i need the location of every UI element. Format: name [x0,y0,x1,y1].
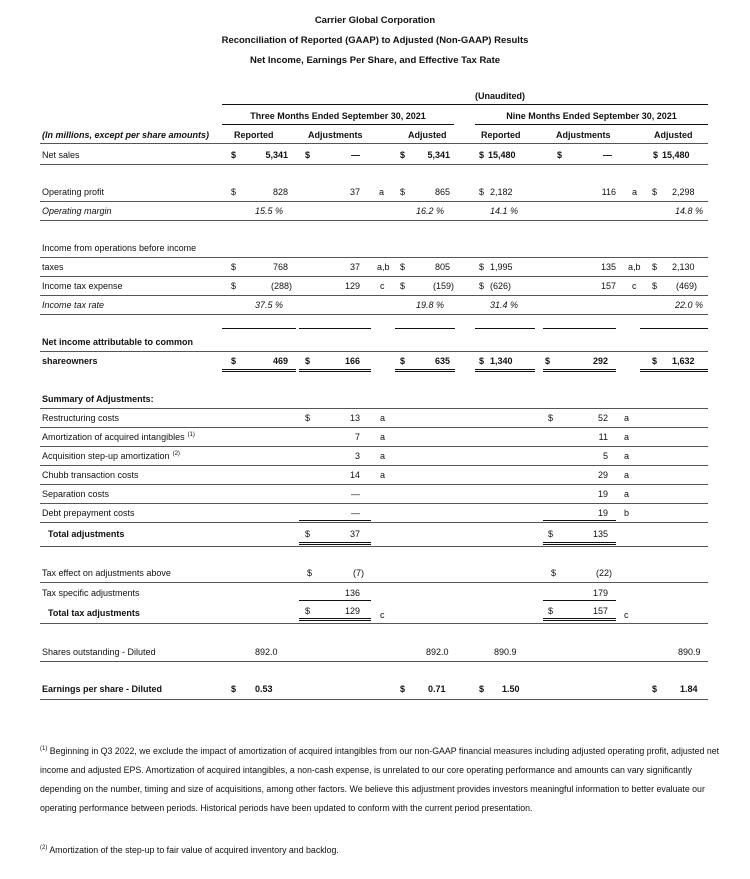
eps-q3-reported: 0.53 [255,684,273,694]
summary-item-text: Debt prepayment costs [42,508,135,518]
company-name: Carrier Global Corporation [314,15,436,26]
currency-sign: $ [548,529,554,539]
net-income-ytd-adjusted: 1,632 [672,356,695,366]
net-sales-q3-adjustments: — [351,150,360,160]
shares-q3-adjusted: 892.0 [426,647,449,657]
summary-item-q3-note: a [380,451,386,461]
income-ops-q3-adjustments: 37 [349,262,360,272]
eps-label: Earnings per share - Diluted [42,684,163,694]
row-label-net-income: shareowners [42,356,98,366]
col-reported-q3: Reported [234,130,274,140]
footnote-2-mark: (2) [40,845,48,851]
tax-specific-q3: 136 [344,588,360,598]
op-profit-q3-note: a [379,187,385,197]
op-profit-ytd-note: a [632,187,638,197]
income-ops-q3-adjusted: 805 [434,262,450,272]
row-label-income-ops: taxes [42,262,64,272]
total-tax-adjustments-ytd: 157 [592,606,608,616]
income-ops-ytd-reported: 1,995 [490,262,513,272]
tax-rate-q3-reported: 37.5 % [255,300,284,310]
summary-item-text: Acquisition step-up amortization [42,451,170,461]
unaudited-label: (Unaudited) [475,91,525,101]
tax-rate-ytd-adjusted: 22.0 % [675,300,704,310]
summary-item-ytd-note: a [624,489,630,499]
income-ops-ytd-note: a,b [628,262,641,272]
op-profit-q3-adjusted: 865 [434,187,450,197]
eps-ytd-adjusted: 1.84 [680,684,698,694]
net-income-q3-adjustments: 166 [344,356,360,366]
tax-expense-ytd-note: c [632,281,637,291]
net-sales-q3-reported: 5,341 [265,150,288,160]
currency-sign: $ [400,150,406,160]
row-label-operating-profit: Operating profit [42,187,105,197]
period-ytd: Nine Months Ended September 30, 2021 [506,111,677,121]
summary-item-ytd-note: a [624,451,630,461]
col-adjustments-ytd: Adjustments [556,130,611,140]
currency-sign: $ [652,356,658,366]
net-sales-q3-adjusted: 5,341 [427,150,450,160]
op-margin-ytd-adjusted: 14.8 % [675,206,704,216]
report-subtitle: Net Income, Earnings Per Share, and Effective Tax Rate [249,55,501,66]
row-label-tax-rate: Income tax rate [42,300,105,310]
footnote-1 [40,740,720,818]
summary-item-ytd-note: a [624,432,630,442]
total-adjustments-ytd: 135 [592,529,608,539]
col-reported-ytd: Reported [481,130,521,140]
summary-item-ytd: 19 [597,489,608,499]
total-tax-adjustments-q3: 129 [344,606,360,616]
tax-expense-q3-adjustments: 129 [344,281,360,291]
op-profit-ytd-reported: 2,182 [490,187,513,197]
total-tax-q3-note: c [380,610,385,620]
shares-ytd-reported: 890.9 [494,647,517,657]
op-margin-ytd-reported: 14.1 % [490,206,519,216]
summary-item-label [42,489,109,499]
eps-ytd-reported: 1.50 [502,684,520,694]
footnote-2-text: Amortization of the step-up to fair value of acquired inventory and backlog. [49,844,339,855]
summary-item-footnote-ref: (1) [187,432,195,438]
tax-expense-ytd-adjusted: (469) [676,281,698,291]
net-sales-ytd-adjustments: — [603,150,612,160]
currency-sign: $ [479,262,485,272]
row-label-tax-expense: Income tax expense [42,281,123,291]
income-ops-q3-note: a,b [377,262,390,272]
currency-sign: $ [551,568,557,578]
net-income-q3-adjusted: 635 [434,356,450,366]
summary-item-ytd-note: b [624,508,630,518]
currency-sign: $ [231,150,237,160]
net-sales-ytd-reported: 15,480 [488,150,516,160]
currency-sign: $ [652,187,658,197]
shares-ytd-adjusted: 890.9 [678,647,701,657]
summary-item-ytd-note: a [624,470,630,480]
summary-item-q3-note: a [380,413,386,423]
currency-sign: $ [652,684,658,694]
op-profit-q3-reported: 828 [272,187,288,197]
summary-item-q3: — [351,508,360,518]
shares-label: Shares outstanding - Diluted [42,647,156,657]
summary-item-label [42,451,180,461]
currency-sign: $ [305,606,311,616]
op-profit-ytd-adjustments: 116 [601,187,616,197]
summary-item-q3: 7 [354,432,360,442]
tax-expense-ytd-reported: (626) [490,281,512,291]
eps-q3-adjusted: 0.71 [428,684,446,694]
footnote-1-mark: (1) [40,746,48,752]
op-margin-q3-adjusted: 16.2 % [416,206,445,216]
currency-sign: $ [231,356,237,366]
period-q3: Three Months Ended September 30, 2021 [250,111,426,121]
summary-item-q3: 14 [349,470,360,480]
summary-item-label [42,508,135,518]
net-income-ytd-reported: 1,340 [490,356,513,366]
summary-title: Summary of Adjustments: [42,394,154,404]
currency-sign: $ [652,281,658,291]
currency-sign: $ [307,568,313,578]
tax-specific-ytd: 179 [592,588,608,598]
net-sales-ytd-adjusted: 15,480 [662,150,690,160]
currency-sign: $ [231,281,237,291]
currency-sign: $ [231,684,237,694]
summary-item-text: Separation costs [42,489,110,499]
currency-sign: $ [479,150,485,160]
currency-sign: $ [400,187,406,197]
op-profit-q3-adjustments: 37 [349,187,360,197]
units-label: (In millions, except per share amounts) [42,130,210,140]
summary-item-q3-note: a [380,470,386,480]
tax-effect-ytd: (22) [595,568,612,578]
currency-sign: $ [479,356,485,366]
summary-item-text: Chubb transaction costs [42,470,139,480]
total-adjustments-q3: 37 [349,529,360,539]
summary-item-q3-note: a [380,432,386,442]
col-adjustments-q3: Adjustments [308,130,363,140]
op-margin-q3-reported: 15.5 % [255,206,284,216]
currency-sign: $ [653,150,659,160]
tax-rate-q3-adjusted: 19.8 % [416,300,445,310]
footnote-2 [40,839,720,860]
total-tax-ytd-note: c [624,610,629,620]
currency-sign: $ [400,262,406,272]
summary-item-q3: 3 [354,451,360,461]
col-adjusted-ytd: Adjusted [654,130,693,140]
tax-rate-ytd-reported: 31.4 % [490,300,519,310]
tax-expense-q3-adjusted: (159) [432,281,454,291]
row-label-income-ops-line1: Income from operations before income [42,243,197,253]
row-label-net-sales: Net sales [42,150,80,160]
net-income-q3-reported: 469 [272,356,288,366]
summary-item-ytd: 52 [597,413,608,423]
currency-sign: $ [479,281,485,291]
currency-sign: $ [548,413,554,423]
col-adjusted-q3: Adjusted [408,130,447,140]
income-ops-q3-reported: 768 [272,262,288,272]
report-title: Reconciliation of Reported (GAAP) to Adjusted (Non-GAAP) Results [221,35,529,46]
tax-expense-q3-reported: (288) [270,281,292,291]
summary-item-ytd: 29 [597,470,608,480]
tax-expense-ytd-adjustments: 157 [600,281,616,291]
row-label-operating-margin: Operating margin [42,206,112,216]
summary-item-text: Restructuring costs [42,413,120,423]
net-income-ytd-adjustments: 292 [592,356,608,366]
currency-sign: $ [557,150,563,160]
summary-item-ytd: 5 [602,451,608,461]
summary-item-q3: — [351,489,360,499]
currency-sign: $ [652,262,658,272]
summary-item-label [42,432,195,442]
tax-specific-label: Tax specific adjustments [42,588,140,598]
tax-effect-q3: (7) [353,568,364,578]
row-label-net-income-line1: Net income attributable to common [42,337,194,347]
footnote-1-text: Beginning in Q3 2022, we exclude the impact of amortization of acquired intangibles from our non-GAAP financial measures including adjusted operating profit, adjusted net income and adjusted EPS. Amortization of acquired intangibles, a non-cash expense, is unrelated to our core operating performance and amounts can vary significantly depending on the number, timing and size of acquisitions, among other factors. We believe this adjustment provides investors meaningful information to better evaluate our operating performance between periods. Historical periods have been updated to conform with the current period presentation. [40,745,720,813]
currency-sign: $ [545,356,551,366]
op-profit-ytd-adjusted: 2,298 [672,187,695,197]
currency-sign: $ [231,187,237,197]
currency-sign: $ [305,529,311,539]
summary-item-q3: 13 [349,413,360,423]
summary-item-ytd: 11 [598,432,608,442]
tax-effect-label: Tax effect on adjustments above [42,568,171,578]
summary-item-ytd: 19 [597,508,608,518]
currency-sign: $ [479,684,485,694]
currency-sign: $ [400,684,406,694]
summary-item-ytd-note: a [624,413,630,423]
income-ops-ytd-adjustments: 135 [600,262,616,272]
currency-sign: $ [305,150,311,160]
currency-sign: $ [305,413,311,423]
shares-q3-reported: 892.0 [255,647,278,657]
total-adjustments-label: Total adjustments [48,529,125,539]
summary-item-footnote-ref: (2) [172,451,180,457]
income-ops-ytd-adjusted: 2,130 [672,262,695,272]
currency-sign: $ [305,356,311,366]
currency-sign: $ [400,356,406,366]
summary-item-label [42,470,139,480]
total-tax-adjustments-label: Total tax adjustments [48,608,140,618]
currency-sign: $ [231,262,237,272]
currency-sign: $ [479,187,485,197]
tax-expense-q3-note: c [380,281,385,291]
summary-item-label [42,413,119,423]
currency-sign: $ [400,281,406,291]
summary-item-text: Amortization of acquired intangibles [42,432,185,442]
currency-sign: $ [548,606,554,616]
